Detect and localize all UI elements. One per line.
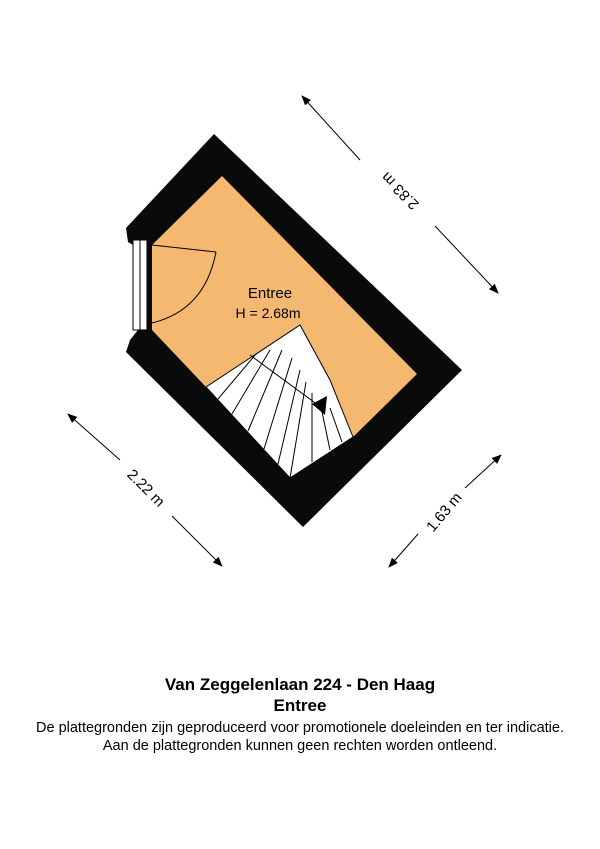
window (133, 240, 147, 330)
dimension-left-label: 2.22 m (123, 466, 168, 511)
dimension-bottom-label: 1.63 m (423, 489, 466, 536)
room-height-label: H = 2.68m (235, 305, 301, 321)
disclaimer-line-2: Aan de plattegronden kunnen geen rechten worden ontleend. (102, 738, 498, 754)
address-title: Van Zeggelenlaan 224 - Den Haag (164, 675, 436, 694)
dimension-top-label: 2.83 m (378, 168, 423, 213)
room-name-label: Entree (247, 285, 293, 302)
dimension-left (68, 414, 222, 566)
floor-subtitle: Entree (273, 696, 327, 715)
disclaimer-line-1: De plattegronden zijn geproduceerd voor promotionele doeleinden en ter indicatie. (36, 720, 564, 736)
dimension-bottom (389, 455, 501, 567)
